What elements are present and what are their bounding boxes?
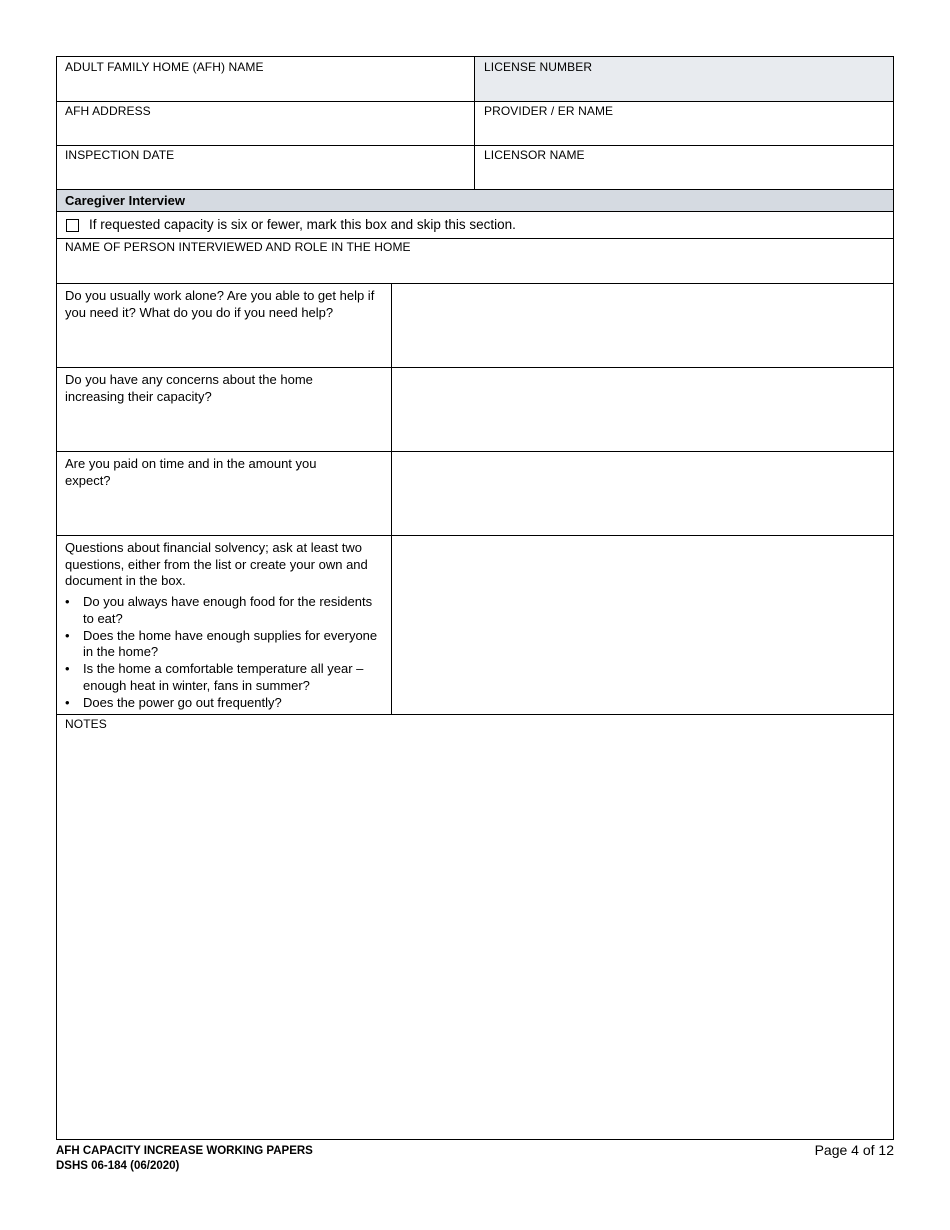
license-number-field[interactable] (476, 76, 892, 100)
notes-label: NOTES (65, 717, 107, 731)
divider (56, 211, 894, 212)
divider (56, 145, 894, 146)
question-capacity-concerns: Do you have any concerns about the home increasing their capacity? (65, 372, 313, 404)
answer-capacity-concerns[interactable] (393, 369, 892, 450)
divider (474, 56, 475, 190)
divider (391, 283, 392, 715)
list-item: • Do you always have enough food for the residents to eat? (63, 594, 383, 627)
license-number-label: LICENSE NUMBER (484, 60, 593, 74)
section-title: Caregiver Interview (65, 193, 185, 208)
answer-paid-on-time[interactable] (393, 453, 892, 534)
interviewee-label: NAME OF PERSON INTERVIEWED AND ROLE IN THE HOME (65, 240, 411, 254)
form-title: AFH CAPACITY INCREASE WORKING PAPERS (56, 1145, 313, 1157)
list-item: • Does the home have enough supplies for everyone in the home? (63, 628, 383, 661)
divider (56, 714, 894, 715)
afh-name-label: ADULT FAMILY HOME (AFH) NAME (65, 60, 264, 74)
divider (56, 535, 894, 536)
afh-address-label: AFH ADDRESS (65, 104, 151, 118)
afh-name-field[interactable] (57, 76, 473, 100)
answer-financial-solvency[interactable] (393, 537, 892, 713)
divider (56, 238, 894, 239)
question-financial-solvency: Questions about financial solvency; ask at least two questions, either from the list or create your own and document in the box. (65, 540, 368, 588)
notes-field[interactable] (57, 733, 893, 1138)
interviewee-field[interactable] (57, 256, 893, 282)
solvency-question-list (63, 594, 383, 712)
inspection-date-field[interactable] (57, 164, 473, 188)
licensor-name-field[interactable] (476, 164, 892, 188)
page-number: Page 4 of 12 (814, 1142, 894, 1158)
licensor-name-label: LICENSOR NAME (484, 148, 585, 162)
divider (56, 451, 894, 452)
form-number: DSHS 06-184 (06/2020) (56, 1160, 180, 1172)
list-item: • Does the power go out frequently? (63, 695, 383, 712)
provider-name-label: PROVIDER / ER NAME (484, 104, 614, 118)
skip-section-label: If requested capacity is six or fewer, mark this box and skip this section. (89, 217, 516, 232)
question-work-alone: Do you usually work alone? Are you able to get help if you need it? What do you do if you need help? (65, 288, 375, 320)
answer-work-alone[interactable] (393, 285, 892, 366)
inspection-date-label: INSPECTION DATE (65, 148, 175, 162)
question-paid-on-time: Are you paid on time and in the amount you expect? (65, 456, 317, 488)
divider (56, 283, 894, 284)
list-item: • Is the home a comfortable temperature all year – enough heat in winter, fans in summer? (63, 661, 383, 694)
divider (56, 367, 894, 368)
provider-name-field[interactable] (476, 120, 892, 144)
divider (56, 101, 894, 102)
skip-section-checkbox[interactable] (66, 219, 79, 232)
afh-address-field[interactable] (57, 120, 473, 144)
